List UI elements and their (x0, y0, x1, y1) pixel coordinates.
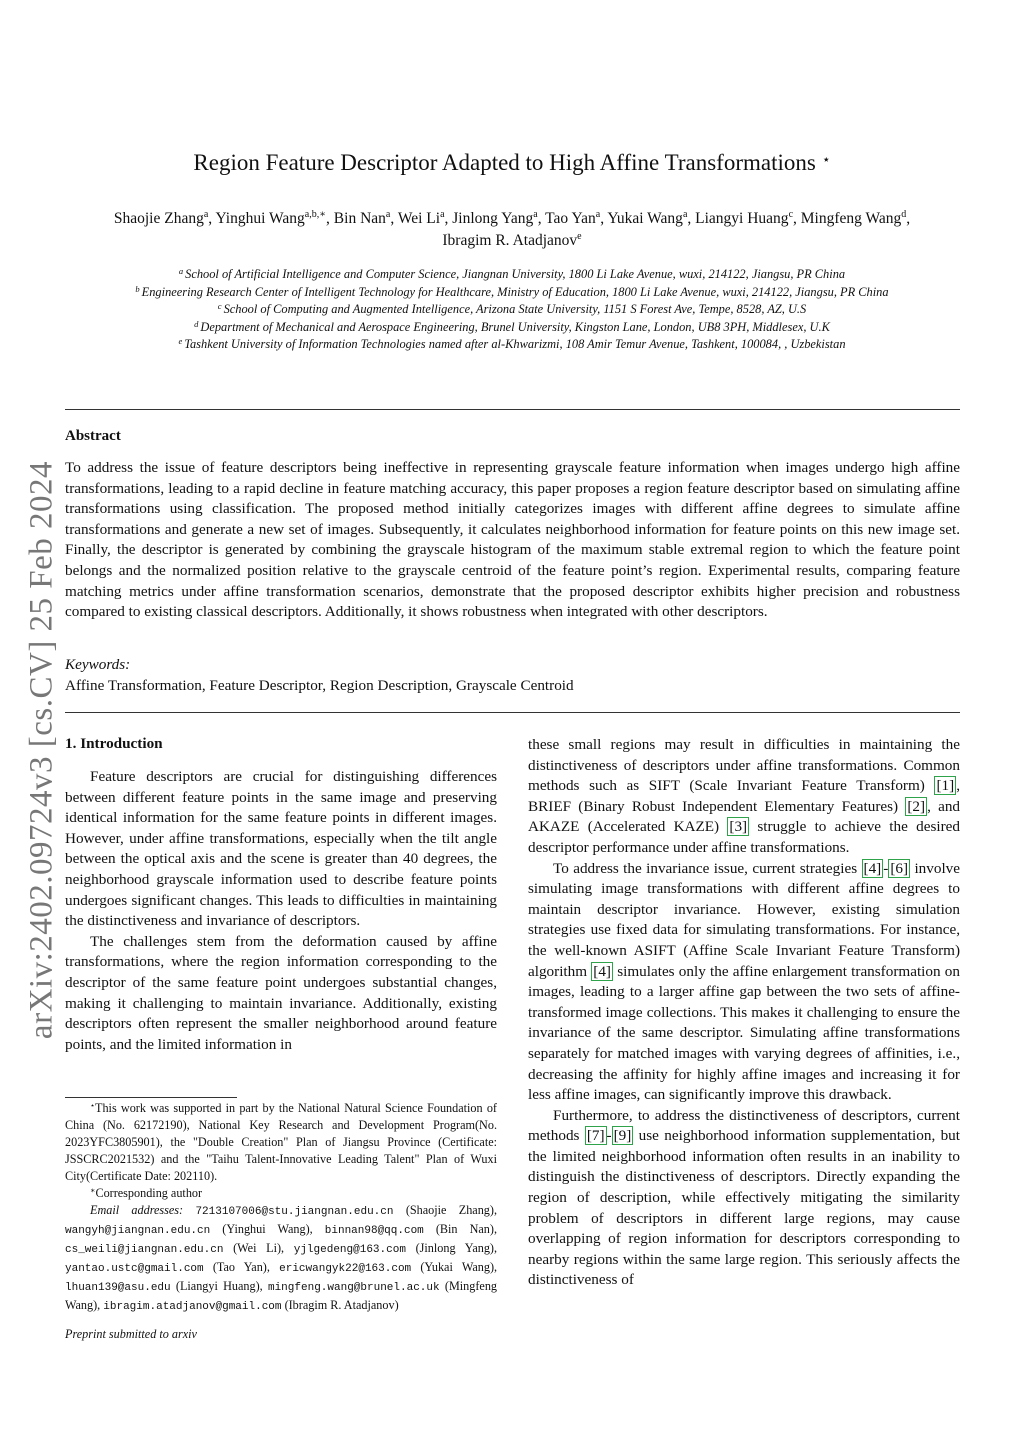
affiliation: $^e$ Tashkent University of Information Technologies named after al-Khwarizmi, 108 Amir Temur Avenue, Tashkent, 100084, , Uzbekistan (178, 336, 846, 351)
paragraph: To address the invariance issue, current strategies [4] - [6] involve simulating image transformations with different affine degrees to maintain descriptor invariance. However, existing simulation strategies use fixed data for simulating transformations. For instance, the well-known ASIFT (Affine Scale Invariant Feature Transform) algorithm [4] simulates only the affine enlargement transformation on images, leading to a larger affine gap between the two sets of affine-transformed image collections. This makes it challenging to ensure the invariance of the same descriptor. Simulating affine transformations separately for matched images with varying degrees of affinities, i.e., decreasing the affinity for highly affine images and increasing it for less affine images, can significantly improve this drawback. (528, 859, 960, 1104)
author: Yukai Wang$^a$ (607, 209, 688, 227)
arxiv-stamp: arXiv:2402.09724v3 [cs.CV] 25 Feb 2024 (23, 460, 60, 1040)
footnote-funding: ⋆This work was supported in part by the National Natural Science Foundation of China (No. 62172190), National Key Research and Development Program(No. 2023YFC3805901), the "Double Creation" Plan of Jiangsu Province (Certificate: JSSCRC2021532) and the "Taihu Talent-Innovative Leading Talent" Plan of Wuxi City(Certificate Date: 202110). (65, 1101, 497, 1183)
footnote-divider (65, 1097, 237, 1098)
top-divider (65, 409, 960, 410)
citation-link[interactable]: [2] (907, 797, 926, 815)
right-column (528, 735, 960, 1291)
affiliation-list (60, 266, 964, 354)
paragraph: these small regions may result in difficulties in maintaining the distinctiveness of descriptors under affine transformations. Common methods such as SIFT (Scale Invariant Feature Transform) [1] , BRIEF (Binary Robust Independent Elementary Features) [2] , and AKAZE (Accelerated KAZE) [3] struggle to achieve the desired descriptor performance under affine transformations. (528, 736, 961, 856)
email-link[interactable]: 7213107006@stu.jiangnan.edu.cn (195, 1206, 394, 1218)
title-footnote-mark: ⋆ (821, 153, 831, 168)
paragraph: The challenges stem from the deformation caused by affine transformations, where the region information corresponding to the descriptor of the same feature point undergoes substantial changes, making it challenging to maintain invariance. Additionally, existing descriptors often represent the smaller neighborhood around feature points, and the limited information in (65, 932, 497, 1053)
abstract-text: To address the issue of feature descriptors being ineffective in representing grayscale feature information when images undergo high affine transformations, leading to a rapid decline in feature matching accuracy, this paper proposes a region feature descriptor based on simulating affine transformations using classification. The proposed method initially categorizes images with different affine degrees to simulate affine transformations and generate a new set of images. Subsequently, it calculates neighborhood information for feature points on this new image set. Finally, the descriptor is generated by combining the grayscale histogram of the maximum stable extremal region to which the feature point belongs and the normalized position relative to the grayscale centroid of the feature point’s region. Experimental results, comparing feature matching metrics under affine transformation scenarios, demonstrate that the proposed descriptor exhibits higher precision and robustness compared to existing classical descriptors. Additionally, it shows robustness when integrated with other descriptors. (65, 459, 960, 621)
author: Wei Li$^a$ (397, 209, 445, 227)
affiliation: $^b$ Engineering Research Center of Intelligent Technology for Healthcare, Ministry of Education, 1800 Li Lake Avenue, wuxi, 214122, Jiangsu, PR China (135, 283, 889, 299)
author: Tao Yan$^a$ (545, 209, 601, 227)
email-link[interactable]: binnan98@qq.com (324, 1225, 424, 1237)
author: Shaojie Zhang$^a$ (113, 209, 209, 227)
paragraph: Furthermore, to address the distinctiveness of descriptors, current methods [7] - [9] use neighborhood information supplementation, but the limited neighborhood information often results in an inability to distinguish the distinctiveness of descriptors. Directly expanding the region of description, while effectively mitigating the similarity problem of descriptors in different large regions, may cause overlapping of region information for descriptors corresponding to nearby regions within the same large region. This seriously affects the distinctiveness of (528, 1106, 961, 1289)
email-link[interactable]: lhuan139@asu.edu (65, 1282, 171, 1294)
keywords-text: Affine Transformation, Feature Descriptor, Region Description, Grayscale Centroid (65, 677, 574, 694)
email-link[interactable]: ibragim.atadjanov@gmail.com (103, 1301, 282, 1313)
abstract-heading: Abstract (65, 428, 121, 444)
left-column (65, 767, 497, 1055)
email-link[interactable]: mingfeng.wang@brunel.ac.uk (267, 1282, 440, 1294)
preprint-note: Preprint submitted to arxiv (65, 1327, 197, 1341)
author: Mingfeng Wang$^d$ (800, 209, 907, 227)
paper-title: Region Feature Descriptor Adapted to High Affine Transformations (193, 150, 816, 175)
citation-link[interactable]: [4] (593, 962, 611, 980)
paragraph: Feature descriptors are crucial for distinguishing differences between different feature points in the same image and preserving identical information for the same feature points in different images. However, under affine transformations, especially when the tilt angle between the optical axis and the scene is greater than 40 degrees, the neighborhood grayscale information used to describe feature points undergoes significant changes. This leads to difficulties in maintaining the distinctiveness and invariance of descriptors. (65, 768, 497, 930)
affiliation: $^c$ School of Computing and Augmented Intelligence, Arizona State University, 1151 S Forest Ave, Tempe, 8528, AZ, U.S (217, 301, 807, 316)
citation-link[interactable]: [1] (936, 777, 955, 795)
citation-link[interactable]: [6] (890, 859, 909, 877)
author: Bin Nan$^a$ (333, 209, 391, 227)
arxiv-stamp-container (12, 440, 72, 1060)
email-link[interactable]: cs_weili@jiangnan.edu.cn (65, 1244, 224, 1256)
email-link[interactable]: yjlgedeng@163.com (293, 1244, 406, 1256)
citation-link[interactable]: [3] (729, 818, 748, 836)
email-link[interactable]: wangyh@jiangnan.edu.cn (65, 1225, 211, 1237)
footnote-emails: Email addresses: 7213107006@stu.jiangnan.edu.cn (Shaojie Zhang), wangyh@jiangnan.edu.cn (Yinghui Wang), binnan98@qq.com (Bin Nan), cs_weili@jiangnan.edu.cn (Wei Li), yjlgedeng@163.com (Jinlong Yang), yantao.ustc@gmail.com (Tao Yan), ericwangyk22@163.com (Yukai Wang), lhuan139@asu.edu (Liangyi Huang), mingfeng.wang@brunel.ac.uk (Mingfeng Wang), ibragim.atadjanov@gmail.com (Ibragim R. Atadjanov) (65, 1203, 498, 1313)
author: Ibragim R. Atadjanov$^e$ (442, 231, 582, 249)
author: Yinghui Wang$^{a,b,∗}$ (215, 209, 327, 227)
citation-link[interactable]: [4] (863, 859, 882, 877)
affiliation: $^a$ School of Artificial Intelligence and Computer Science, Jiangnan University, 1800 Li Lake Avenue, wuxi, 214122, Jiangsu, PR China (178, 266, 846, 281)
footnotes (65, 1100, 497, 1316)
citation-link[interactable]: [7] (586, 1127, 605, 1145)
affiliation: $^d$ Department of Mechanical and Aerospace Engineering, Brunel University, Kingston Lane, London, UB8 3PH, Middlesex, U.K (194, 318, 830, 334)
footnote-corresponding: ∗Corresponding author (90, 1186, 203, 1200)
keywords-heading: Keywords: (65, 656, 131, 673)
bottom-divider (65, 712, 960, 713)
author-list: Shaojie Zhang$^a$, Yinghui Wang$^{a,b,∗}$, Bin Nan$^a$, Wei Li$^a$, Jinlong Yang$^a$, Tao Yan$^a$, Yukai Wang$^a$, Liangyi Huang$^c$, Mingfeng Wang$^d$, Ibragim R. Atadjanov$^e$ (113, 209, 911, 249)
email-link[interactable]: yantao.ustc@gmail.com (65, 1263, 204, 1275)
author: Liangyi Huang$^c$ (695, 209, 794, 227)
section-heading-introduction: 1. Introduction (65, 735, 163, 752)
citation-link[interactable]: [9] (613, 1127, 632, 1145)
author: Jinlong Yang$^a$ (452, 209, 538, 227)
email-link[interactable]: ericwangyk22@163.com (279, 1263, 412, 1275)
paper-title-block (0, 150, 1024, 176)
